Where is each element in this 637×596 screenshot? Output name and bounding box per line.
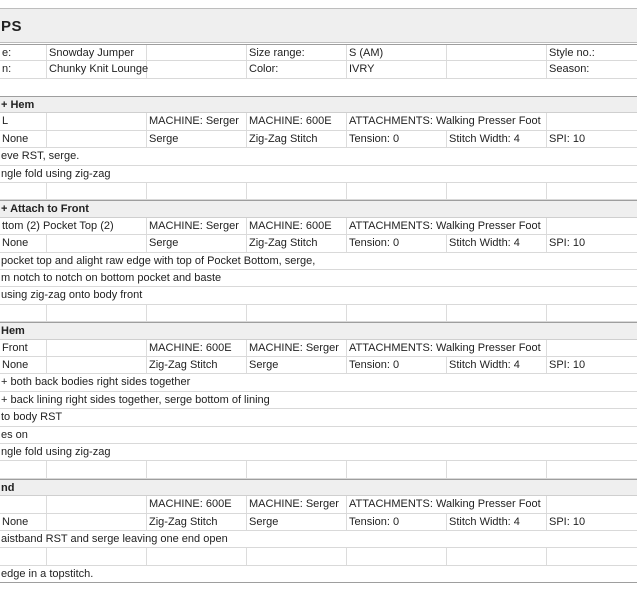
operation-row <box>0 340 637 357</box>
instruction-note: + both back bodies right sides together <box>1 376 191 389</box>
operation-part <box>0 496 2 512</box>
stitch-width: Stitch Width: 4 <box>449 132 520 145</box>
settings-option: None <box>2 237 29 250</box>
machine-1: MACHINE: 600E <box>149 341 232 354</box>
empty-row <box>0 461 637 478</box>
stitch-2: Serge <box>249 359 279 371</box>
info-label-color: Color: <box>249 63 279 76</box>
note-row <box>0 374 637 391</box>
info-row-2 <box>0 61 637 78</box>
instruction-note: pocket top and alight raw edge with top of Pocket Bottom, serge, <box>1 254 316 267</box>
attachments: ATTACHMENTS: Walking Presser Foot <box>349 498 541 511</box>
spi: SPI: 10 <box>549 359 586 371</box>
machine-1: MACHINE: Serger <box>149 219 239 232</box>
machine-1: MACHINE: Serger <box>149 115 239 128</box>
section-title: + Hem <box>1 99 35 111</box>
document-title-bar <box>0 8 637 43</box>
settings-blank <box>47 131 49 147</box>
section-title: Hem <box>1 325 25 338</box>
instruction-note: aistband RST and serge leaving one end open <box>1 533 228 545</box>
operation-row <box>0 113 637 130</box>
operation-blank <box>547 113 549 129</box>
section-header <box>0 479 637 496</box>
stitch-1: Zig-Zag Stitch <box>149 515 218 528</box>
section-title: + Attach to Front <box>1 203 89 216</box>
note-row <box>0 531 637 548</box>
stitch-2: Zig-Zag Stitch <box>249 237 318 250</box>
stitch-1: Serge <box>149 237 179 250</box>
stitch-2: Zig-Zag Stitch <box>249 132 318 145</box>
info-value-blank <box>447 61 449 77</box>
note-row <box>0 287 637 304</box>
info-label-style-no: Style no.: <box>549 47 595 59</box>
note-row <box>0 566 637 583</box>
info-label-collection: n: <box>2 63 12 76</box>
operation-row <box>0 496 637 513</box>
machine-1: MACHINE: 600E <box>149 498 232 511</box>
section-header <box>0 200 637 217</box>
instruction-note: ngle fold using zig-zag <box>1 446 111 458</box>
info-value-collection: Chunky Knit Lounge <box>49 63 149 76</box>
settings-row <box>0 357 637 374</box>
machine-2: MACHINE: Serger <box>249 341 339 354</box>
stitch-1: Serge <box>149 132 179 145</box>
attachments: ATTACHMENTS: Walking Presser Foot <box>349 341 541 354</box>
document-title: PS <box>1 18 23 35</box>
settings-row <box>0 131 637 148</box>
empty-row <box>0 305 637 322</box>
info-label-season: Season: <box>549 63 590 76</box>
stitch-width: Stitch Width: 4 <box>449 515 520 528</box>
machine-2: MACHINE: Serger <box>249 498 339 511</box>
section-header <box>0 96 637 113</box>
settings-option: None <box>2 359 29 371</box>
section-header <box>0 322 637 339</box>
info-label-size-range: Size range: <box>249 47 305 59</box>
note-row <box>0 148 637 165</box>
instruction-note: using zig-zag onto body front <box>1 289 143 302</box>
info-row-1 <box>0 44 637 61</box>
note-row <box>0 427 637 444</box>
instruction-note: to body RST <box>1 411 63 424</box>
instruction-note: eve RST, serge. <box>1 150 80 163</box>
tension: Tension: 0 <box>349 359 400 371</box>
note-row <box>0 270 637 287</box>
info-label-name: e: <box>2 47 12 59</box>
tension: Tension: 0 <box>349 515 400 528</box>
machine-2: MACHINE: 600E <box>249 115 332 128</box>
attachments: ATTACHMENTS: Walking Presser Foot <box>349 219 541 232</box>
settings-row <box>0 235 637 252</box>
spi: SPI: 10 <box>549 132 586 145</box>
info-value-blank <box>447 45 449 60</box>
stitch-width: Stitch Width: 4 <box>449 237 520 250</box>
operation-part: L <box>2 115 9 128</box>
note-row <box>0 444 637 461</box>
stitch-1: Zig-Zag Stitch <box>149 359 218 371</box>
note-row <box>0 253 637 270</box>
info-value-name: Snowday Jumper <box>49 47 134 59</box>
section-title: nd <box>1 481 15 494</box>
instruction-note: + back lining right sides together, serge bottom of lining <box>1 393 270 406</box>
settings-option: None <box>2 132 29 145</box>
note-row <box>0 392 637 409</box>
stitch-2: Serge <box>249 515 279 528</box>
instruction-note: ngle fold using zig-zag <box>1 167 111 180</box>
settings-option: None <box>2 515 29 528</box>
note-row <box>0 409 637 426</box>
info-value-size-range: S (AM) <box>349 47 384 59</box>
instruction-note: m notch to notch on bottom pocket and baste <box>1 272 222 284</box>
operation-part: Front <box>2 341 28 354</box>
empty-row <box>0 548 637 565</box>
instruction-note: es on <box>1 428 28 441</box>
tension: Tension: 0 <box>349 132 400 145</box>
attachments: ATTACHMENTS: Walking Presser Foot <box>349 115 541 128</box>
operation-row <box>0 218 637 235</box>
tension: Tension: 0 <box>349 237 400 250</box>
settings-row <box>0 514 637 531</box>
machine-2: MACHINE: 600E <box>249 219 332 232</box>
instruction-note: edge in a topstitch. <box>1 567 94 580</box>
operation-blank <box>47 113 49 129</box>
spi: SPI: 10 <box>549 237 586 250</box>
info-value-color: IVRY <box>349 63 375 76</box>
stitch-width: Stitch Width: 4 <box>449 359 520 371</box>
note-row <box>0 166 637 183</box>
spi: SPI: 10 <box>549 515 586 528</box>
empty-row <box>0 183 637 200</box>
operation-part: ttom (2) Pocket Top (2) <box>2 219 114 232</box>
